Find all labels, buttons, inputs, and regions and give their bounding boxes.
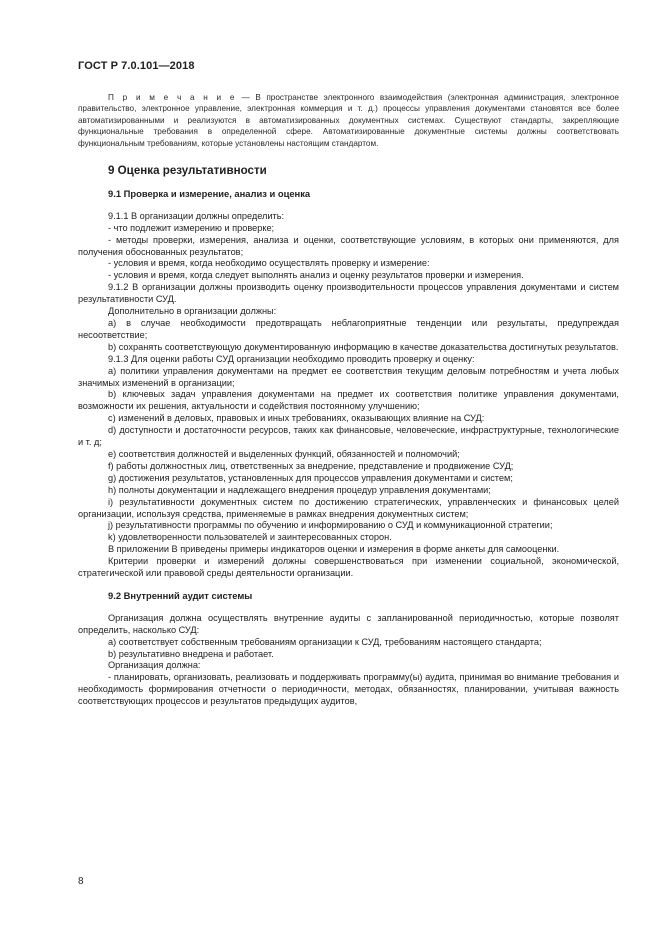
paragraph: 9.1.3 Для оценки работы СУД организации необходимо проводить проверку и оценку: [108,353,475,364]
list-item: a) соответствует собственным требованиям организации к СУД, требованиям настоящего стандарта; [108,636,542,647]
list-item: - что подлежит измерению и проверке; [108,222,275,233]
note-text: — В пространстве электронного взаимодействия (электронная администрация, электронное правительство, электронное управление, электронная коммерция и т. д.) процессы управления документами становятся все более автоматизированными и реализуются в автоматизированных документных системах. Существуют стандарты, закрепляющие функциональные требования в определенной сфере. Автоматизированные документные системы должны соответствовать функциональным требованиям, которые установлены настоящим стандартом. [78,93,619,148]
paragraph: 9.1.1 В организации должны определить: [108,210,285,221]
list-item: - методы проверки, измерения, анализа и оценки, соответствующие условиям, в которых они применяются, для получения обоснованных результатов; [78,234,619,257]
document-body [78,92,619,708]
subsection-heading: 9.1 Проверка и измерение, анализ и оценка [108,187,311,199]
note-paragraph [78,92,619,149]
document-header: ГОСТ Р 7.0.101—2018 [78,60,195,72]
list-item: j) результативности программы по обучению и информированию о СУД и коммуникационной стратегии; [108,520,553,531]
paragraph: В приложении В приведены примеры индикаторов оценки и измерения в форме анкеты для самооценки. [108,544,560,555]
list-item: b) ключевых задач управления документами на предмет их соответствия политике управления документами, возможности их решения, актуальности и содействия постоянному улучшению; [78,389,619,412]
subsection-heading: 9.2 Внутренний аудит системы [108,589,253,601]
list-item: c) изменений в деловых, правовых и иных требованиях, оказывающих влияние на СУД: [108,413,485,424]
paragraph: Критерии проверки и измерений должны совершенствоваться при изменении социальной, экономической, стратегической или правовой среды деятельности организации. [78,556,619,579]
list-item: - планировать, организовать, реализовать и поддерживать программу(ы) аудита, принимая во внимание требования и необходимость формирования отчетности о периодичности, методах, обязанностях, планировании, учитывая важность соответствующих процессов и результатов предыдущих аудитов, [78,672,619,707]
list-item: b) результативно внедрена и работает. [108,648,274,659]
section-heading: 9 Оценка результативности [108,164,267,178]
list-item: a) политики управления документами на предмет ее соответствия текущим деловым потребностям и учета любых значимых изменений в организации; [78,365,619,388]
list-item: - условия и время, когда следует выполнять анализ и оценку результатов проверки и измерения. [108,270,524,281]
list-item: i) результативности документных систем по достижению стратегических, управленческих и финансовых целей организации, используя средства, применяемые в рамках внедрения документных систем; [78,496,619,519]
list-item: - условия и время, когда необходимо осуществлять проверку и измерение: [108,258,430,269]
note-label: П р и м е ч а н и е [108,93,237,102]
list-item: h) полноты документации и надлежащего внедрения процедур управления документами; [108,484,491,495]
list-item: b) сохранять соответствующую документированную информацию в качестве доказательства достигнутых результатов. [108,341,619,352]
paragraph: 9.1.2 В организации должны производить оценку производительности процессов управления документами и систем результативности СУД. [78,282,619,305]
list-item: f) работы должностных лиц, ответственных за внедрение, представление и продвижение СУД; [108,460,514,471]
paragraph: Организация должна осуществлять внутренние аудиты с запланированной периодичностью, которые позволят определить, насколько СУД: [78,612,619,635]
paragraph: Дополнительно в организации должны: [108,306,277,317]
list-item: d) доступности и достаточности ресурсов, таких как финансовые, человеческие, инфраструктурные, технологические и т. д; [78,425,619,448]
list-item: a) в случае необходимости предотвращать неблагоприятные тенденции или результаты, предупреждая несоответствие; [78,318,619,340]
list-item: k) удовлетворенности пользователей и заинтересованных сторон. [108,532,392,543]
page-number: 8 [78,876,84,887]
paragraph: Организация должна: [108,660,201,671]
list-item: g) достижения результатов, установленных для процессов управления документами и систем; [108,472,513,483]
list-item: e) соответствия должностей и выделенных функций, обязанностей и полномочий; [108,448,460,459]
